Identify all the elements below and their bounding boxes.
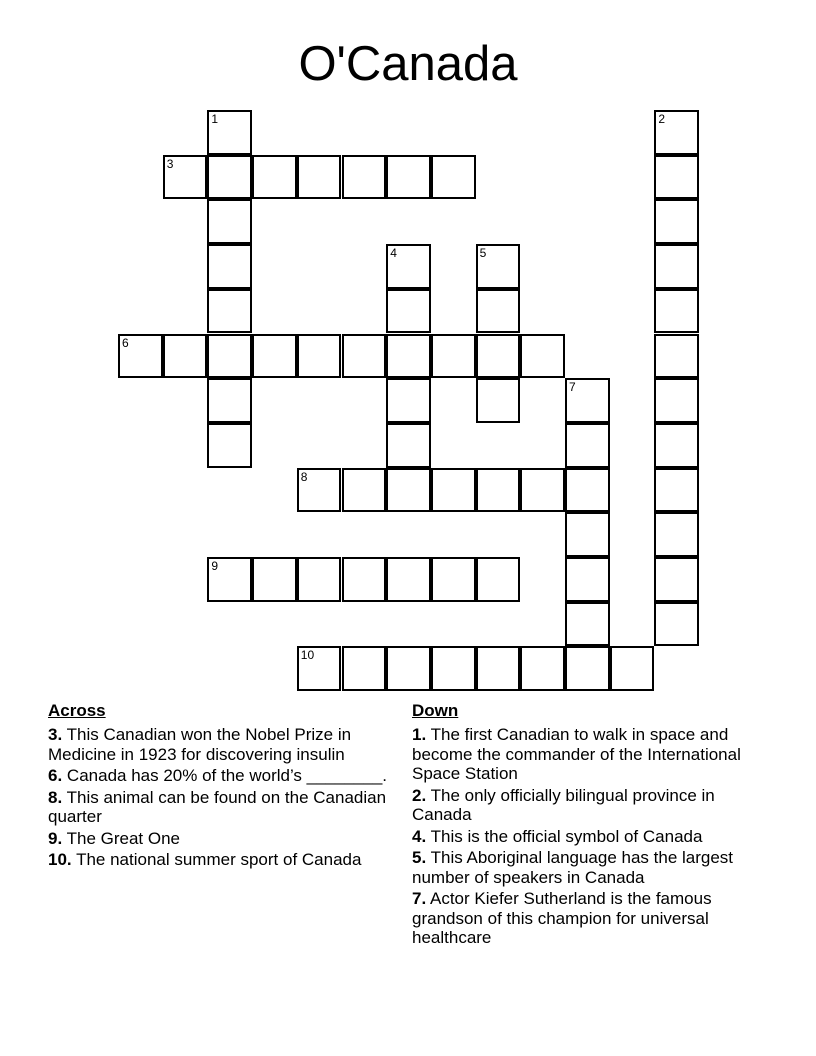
clue-number-label: 6 xyxy=(122,335,129,350)
grid-cell[interactable] xyxy=(610,646,655,691)
puzzle-title: O'Canada xyxy=(298,37,518,91)
down-heading: Down xyxy=(412,701,459,720)
grid-cell[interactable] xyxy=(163,334,208,379)
clue-number: 7. xyxy=(412,889,427,908)
grid-cell[interactable] xyxy=(386,155,431,200)
grid-cell[interactable] xyxy=(654,334,699,379)
clue-number-label: 9 xyxy=(211,559,219,573)
clue-text: The Great One xyxy=(66,828,180,848)
clue-number: 4. xyxy=(412,826,427,846)
grid-cell[interactable] xyxy=(207,110,252,155)
clue-text: Canada has 20% of the world’s ________. xyxy=(66,766,388,785)
grid-cell[interactable] xyxy=(431,155,476,200)
clue-number: 2. xyxy=(412,785,427,805)
clue-text: This animal can be found on the Canadian quarter xyxy=(48,787,387,826)
clue-across-6 xyxy=(48,766,388,786)
grid-cell[interactable] xyxy=(207,557,252,602)
grid-cell[interactable] xyxy=(476,557,521,602)
grid-cell[interactable] xyxy=(207,423,252,468)
grid-cell[interactable] xyxy=(565,646,610,691)
grid-cell[interactable] xyxy=(386,244,431,289)
clue-number-label: 4 xyxy=(390,246,397,261)
grid-cell[interactable] xyxy=(654,512,699,557)
grid-cell[interactable] xyxy=(476,468,521,513)
grid-cell[interactable] xyxy=(386,334,431,379)
grid-cell[interactable] xyxy=(654,155,699,200)
clue-number-label: 8 xyxy=(300,469,308,484)
grid-cell[interactable] xyxy=(386,378,431,423)
grid-cell[interactable] xyxy=(431,334,476,379)
grid-cell[interactable] xyxy=(342,334,387,379)
clue-down-4 xyxy=(412,827,762,847)
grid-cell[interactable] xyxy=(476,378,521,423)
clue-text: This is the official symbol of Canada xyxy=(430,826,703,846)
clue-down-1 xyxy=(412,725,762,784)
grid-cell[interactable] xyxy=(386,423,431,468)
grid-cell[interactable] xyxy=(342,646,387,691)
grid-cell[interactable] xyxy=(520,334,565,379)
grid-cell[interactable] xyxy=(386,289,431,334)
grid-cell[interactable] xyxy=(207,378,252,423)
grid-cell[interactable] xyxy=(476,289,521,334)
across-clues xyxy=(48,700,388,872)
grid-cell[interactable] xyxy=(431,646,476,691)
grid-cell[interactable] xyxy=(654,289,699,334)
clue-number-label: 5 xyxy=(479,246,487,261)
grid-cell[interactable] xyxy=(252,155,297,200)
clue-number: 3. xyxy=(48,725,63,744)
clue-text: This Canadian won the Nobel Prize in Medicine in 1923 for discovering insulin xyxy=(48,725,352,764)
grid-cell[interactable] xyxy=(207,244,252,289)
clue-down-7 xyxy=(412,889,762,948)
grid-cell[interactable] xyxy=(386,557,431,602)
clue-number: 6. xyxy=(48,766,63,785)
clue-number: 1. xyxy=(412,725,427,744)
clue-number: 5. xyxy=(412,848,427,867)
grid-cell[interactable] xyxy=(520,468,565,513)
grid-cell[interactable] xyxy=(207,155,252,200)
clue-number: 8. xyxy=(48,787,63,807)
grid-cell[interactable] xyxy=(654,378,699,423)
clue-text: This Aboriginal language has the largest number of speakers in Canada xyxy=(412,848,734,887)
clue-number: 10. xyxy=(48,850,72,869)
grid-cell[interactable] xyxy=(476,646,521,691)
grid-cell[interactable] xyxy=(386,646,431,691)
grid-cell[interactable] xyxy=(207,334,252,379)
grid-cell[interactable] xyxy=(297,646,342,691)
across-heading: Across xyxy=(48,701,106,720)
grid-cell[interactable] xyxy=(431,557,476,602)
clue-across-3 xyxy=(48,725,388,764)
grid-cell[interactable] xyxy=(252,334,297,379)
grid-cell[interactable] xyxy=(565,512,610,557)
grid-cell[interactable] xyxy=(654,110,699,155)
grid-cell[interactable] xyxy=(476,334,521,379)
grid-cell[interactable] xyxy=(297,155,342,200)
clue-across-9 xyxy=(48,829,388,849)
clue-text: The only officially bilingual province in Canada xyxy=(412,785,715,824)
grid-cell[interactable] xyxy=(520,646,565,691)
down-clues xyxy=(412,700,762,950)
grid-cell[interactable] xyxy=(565,602,610,647)
clue-number-label: 7 xyxy=(569,380,576,395)
clue-number: 9. xyxy=(48,828,63,848)
grid-cell[interactable] xyxy=(654,602,699,647)
clue-down-2 xyxy=(412,786,762,825)
grid-cell[interactable] xyxy=(654,244,699,289)
grid-cell[interactable] xyxy=(565,468,610,513)
grid-cell[interactable] xyxy=(431,468,476,513)
clue-number-label: 10 xyxy=(300,648,315,663)
grid-cell[interactable] xyxy=(342,155,387,200)
clue-text: Actor Kiefer Sutherland is the famous grandson of this champion for universal healthcare xyxy=(412,889,712,947)
grid-cell[interactable] xyxy=(565,423,610,468)
clue-down-5 xyxy=(412,848,762,887)
grid-cell[interactable] xyxy=(163,155,208,200)
clue-number-label: 2 xyxy=(658,112,666,126)
clue-number-label: 3 xyxy=(166,156,174,171)
grid-cell[interactable] xyxy=(565,378,610,423)
grid-cell[interactable] xyxy=(654,199,699,244)
clue-text: The national summer sport of Canada xyxy=(76,850,362,869)
grid-cell[interactable] xyxy=(654,423,699,468)
grid-cell[interactable] xyxy=(565,557,610,602)
grid-cell[interactable] xyxy=(297,468,342,513)
clue-number-label: 1 xyxy=(211,112,219,126)
grid-cell[interactable] xyxy=(654,557,699,602)
grid-cell[interactable] xyxy=(342,557,387,602)
grid-cell[interactable] xyxy=(207,199,252,244)
clue-across-8 xyxy=(48,788,388,827)
clue-text: The first Canadian to walk in space and become the commander of the International Space Station xyxy=(412,725,741,783)
grid-cell[interactable] xyxy=(252,557,297,602)
grid-cell[interactable] xyxy=(118,334,163,379)
grid-cell[interactable] xyxy=(297,334,342,379)
grid-cell[interactable] xyxy=(476,244,521,289)
grid-cell[interactable] xyxy=(342,468,387,513)
grid-cell[interactable] xyxy=(386,468,431,513)
grid-cell[interactable] xyxy=(297,557,342,602)
grid-cell[interactable] xyxy=(207,289,252,334)
clue-across-10 xyxy=(48,850,388,870)
grid-cell[interactable] xyxy=(654,468,699,513)
